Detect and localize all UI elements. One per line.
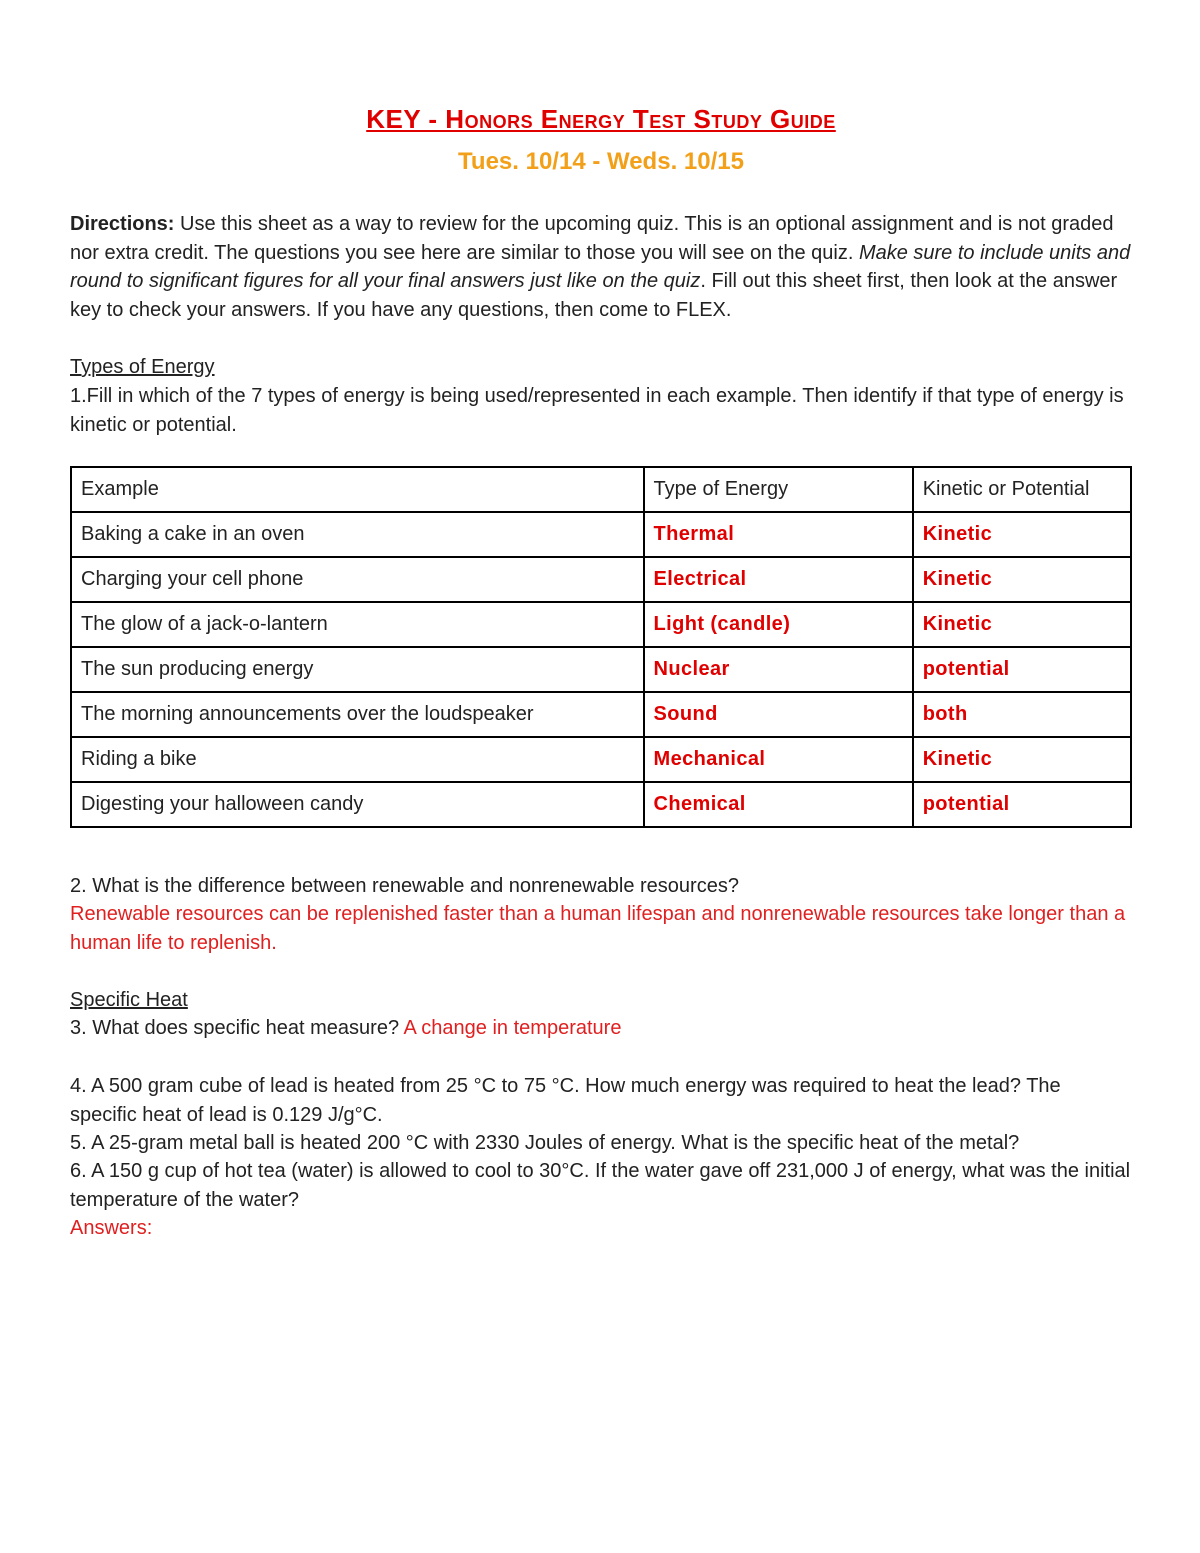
cell-kp-answer: Kinetic [913,512,1131,557]
cell-type-answer: Thermal [644,512,913,557]
table-header-row [71,467,1131,512]
table-row [71,557,1131,602]
page-title: KEY - Honors Energy Test Study Guide [366,104,836,134]
table-row [71,782,1131,827]
cell-kp-answer: potential [913,782,1131,827]
section-heading-types-of-energy: Types of Energy [70,356,215,378]
cell-kp-answer: potential [913,647,1131,692]
cell-kp-answer: Kinetic [913,737,1131,782]
question-5: 5. A 25-gram metal ball is heated 200 °C with 2330 Joules of energy. What is the specific heat of the metal? [70,1132,1020,1154]
cell-example: The sun producing energy [71,647,644,692]
cell-type-answer: Light (candle) [644,602,913,647]
cell-type-answer: Electrical [644,557,913,602]
question-6: 6. A 150 g cup of hot tea (water) is allowed to cool to 30°C. If the water gave off 231,000 J of energy, what was the initial temperature of the water? [70,1160,1131,1211]
question-2: 2. What is the difference between renewable and nonrenewable resources? [70,875,739,897]
cell-kp-answer: Kinetic [913,602,1131,647]
cell-example: The glow of a jack-o-lantern [71,602,644,647]
cell-example: Charging your cell phone [71,557,644,602]
cell-example: The morning announcements over the loudspeaker [71,692,644,737]
energy-types-table [70,466,1132,828]
table-row [71,692,1131,737]
header-kinetic-or-potential: Kinetic or Potential [913,467,1131,512]
answer-2: Renewable resources can be replenished faster than a human lifespan and nonrenewable resources take longer than a human life to replenish. [70,903,1126,954]
header-example: Example [71,467,644,512]
directions-label: Directions: [70,213,175,235]
header-type-of-energy: Type of Energy [644,467,913,512]
cell-type-answer: Nuclear [644,647,913,692]
question-3-text: 3. What does specific heat measure? [70,1017,404,1039]
directions-text-end: . Fill out this sheet first, then look at the answer key to check your answers. If you have any questions, then come to FLEX. [70,270,1118,321]
cell-type-answer: Sound [644,692,913,737]
cell-type-answer: Chemical [644,782,913,827]
question-1: 1.Fill in which of the 7 types of energy is being used/represented in each example. Then identify if that type of energy is kinetic or potential. [70,385,1124,436]
cell-example: Riding a bike [71,737,644,782]
section-heading-specific-heat: Specific Heat [70,989,188,1011]
question-4: 4. A 500 gram cube of lead is heated from 25 °C to 75 °C. How much energy was required to heat the lead? The specific heat of lead is 0.129 J/g°C. [70,1075,1061,1126]
cell-kp-answer: both [913,692,1131,737]
cell-type-answer: Mechanical [644,737,913,782]
cell-example: Digesting your halloween candy [71,782,644,827]
table-row [71,512,1131,557]
directions-paragraph [70,210,1132,324]
cell-example: Baking a cake in an oven [71,512,644,557]
page-subtitle: Tues. 10/14 - Weds. 10/15 [458,148,744,175]
directions-text: Use this sheet as a way to review for the upcoming quiz. This is an optional assignment and is not graded nor extra credit. The questions you see here are similar to those you will see on the quiz. [70,213,1114,264]
cell-kp-answer: Kinetic [913,557,1131,602]
answers-label: Answers: [70,1217,153,1239]
directions-italic: Make sure to include units and round to significant figures for all your final answers just like on the quiz [70,241,1131,293]
answer-3: A change in temperature [403,1017,622,1039]
table-row [71,602,1131,647]
table-row [71,647,1131,692]
question-3 [70,1014,1132,1043]
table-row [71,737,1131,782]
